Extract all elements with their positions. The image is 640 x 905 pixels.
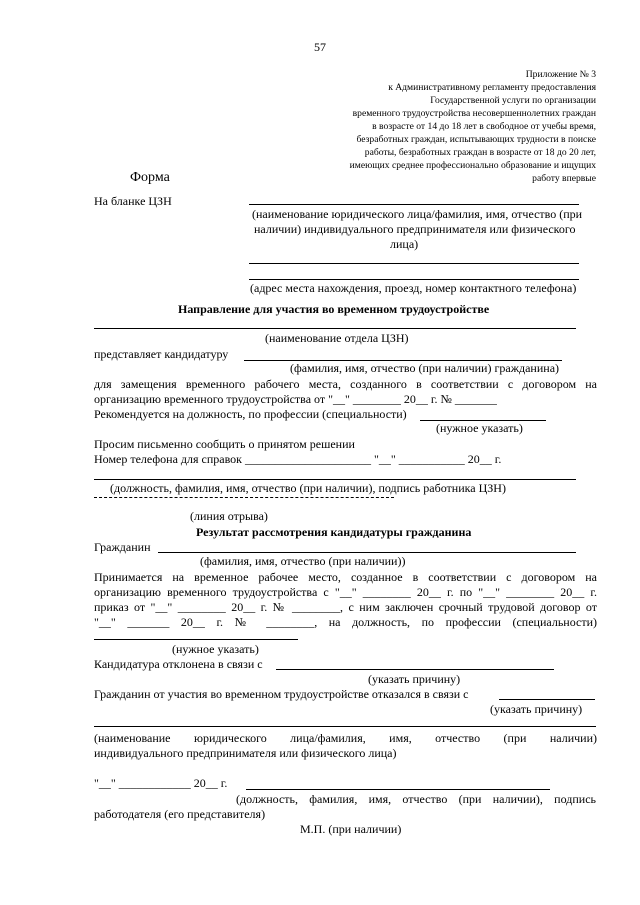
rejected-label: Кандидатура отклонена в связи с (94, 657, 263, 671)
appendix-line: Приложение № 3 (525, 69, 596, 80)
org-name-line[interactable] (249, 204, 579, 205)
appendix-line: имеющих среднее профессионально образование и ищущих (349, 160, 596, 171)
form-label: Форма (130, 170, 170, 185)
result-line-3: приказ от "__" ________ 20__ г. № ________, с ним заключен срочный трудовой договор от (94, 600, 597, 614)
result-line-1: Принимается на временное рабочее место, созданное в соответствии с договором на (94, 570, 597, 584)
employer-caption-1: (наименование юридического лица/фамилия, имя, отчество (при наличии) (94, 731, 597, 745)
reason-caption-1: (указать причину) (368, 672, 461, 686)
signer-line[interactable] (94, 479, 576, 480)
date-line: "__" ____________ 20__ г. (94, 776, 228, 790)
address-caption: (адрес места нахождения, проезд, номер контактного телефона) (250, 281, 577, 295)
request-text: Просим письменно сообщить о принятом решении (94, 437, 355, 451)
reason-caption-2: (указать причину) (490, 702, 583, 716)
appendix-line: Государственной услуги по организации (430, 95, 596, 106)
signer-caption: (должность, фамилия, имя, отчество (при наличии), подпись работника ЦЗН) (110, 481, 506, 495)
appendix-line: к Административному регламенту предоставления (388, 82, 596, 93)
result-citizen-caption: (фамилия, имя, отчество (при наличии)) (200, 554, 406, 568)
stamp-label: М.П. (при наличии) (300, 822, 402, 836)
phone-line: Номер телефона для справок _____________________ "__" ___________ 20__ г. (94, 452, 502, 466)
cut-line (94, 497, 394, 498)
appendix-note (296, 68, 596, 185)
org-caption-2: наличии) индивидуального предпринимателя или физического (254, 222, 576, 236)
appendix-line: работу впервые (532, 173, 596, 184)
represents-label: представляет кандидатуру (94, 347, 229, 361)
appendix-line: работы, безработных граждан в возрасте от 18 до 20 лет, (364, 147, 596, 158)
citizen-label: Гражданин (94, 540, 151, 554)
refuse-reason-line[interactable] (499, 699, 595, 700)
employer-line[interactable] (94, 726, 596, 727)
employer-signature-line[interactable] (246, 789, 550, 790)
dept-line[interactable] (94, 328, 576, 329)
blank-label: На бланке ЦЗН (94, 194, 172, 208)
result-specify-caption: (нужное указать) (172, 642, 259, 656)
appendix-line: временного трудоустройства несовершеннолетних граждан (352, 108, 596, 119)
result-line-2: организацию временного трудоустройства с "__" ________ 20__ г. по "__" ________ 20__ г. (94, 585, 597, 599)
referral-title: Направление для участия во временном трудоустройстве (178, 302, 490, 316)
recommended-label: Рекомендуется на должность, по профессии (специальности) (94, 407, 407, 421)
cut-line-caption: (линия отрыва) (190, 509, 268, 523)
result-position-line[interactable] (94, 639, 298, 640)
refused-label: Гражданин от участия во временном трудоустройстве отказался в связи с (94, 687, 469, 701)
reject-reason-line[interactable] (276, 669, 554, 670)
result-title: Результат рассмотрения кандидатуры гражданина (196, 525, 472, 539)
sign-caption-1: (должность, фамилия, имя, отчество (при наличии), подпись (236, 792, 596, 806)
citizen-line[interactable] (158, 552, 576, 553)
specify-caption: (нужное указать) (436, 421, 523, 435)
referral-line-2: организацию временного трудоустройства от "__" ________ 20__ г. № _______ (94, 392, 497, 406)
appendix-line: безработных граждан, испытывающих трудности в поиске (356, 134, 596, 145)
employer-caption-2: индивидуального предпринимателя или физического лица) (94, 746, 397, 760)
page-number: 57 (314, 40, 326, 54)
result-line-4: "__" _______ 20__ г. № ________, на должность, по профессии (специальности) (94, 615, 597, 629)
sign-caption-2: работодателя (его представителя) (94, 807, 266, 821)
org-caption-1: (наименование юридического лица/фамилия, имя, отчество (при (252, 207, 583, 221)
appendix-line: в возрасте от 14 до 18 лет в свободное от учебы время, (372, 121, 596, 132)
org-caption-3: лица) (390, 237, 419, 251)
address-line[interactable] (249, 279, 579, 280)
org-extra-line[interactable] (249, 263, 579, 264)
referral-line-1: для замещения временного рабочего места, созданного в соответствии с договором на (94, 377, 597, 391)
dept-caption: (наименование отдела ЦЗН) (265, 331, 409, 345)
citizen-caption: (фамилия, имя, отчество (при наличии) гражданина) (290, 361, 560, 375)
